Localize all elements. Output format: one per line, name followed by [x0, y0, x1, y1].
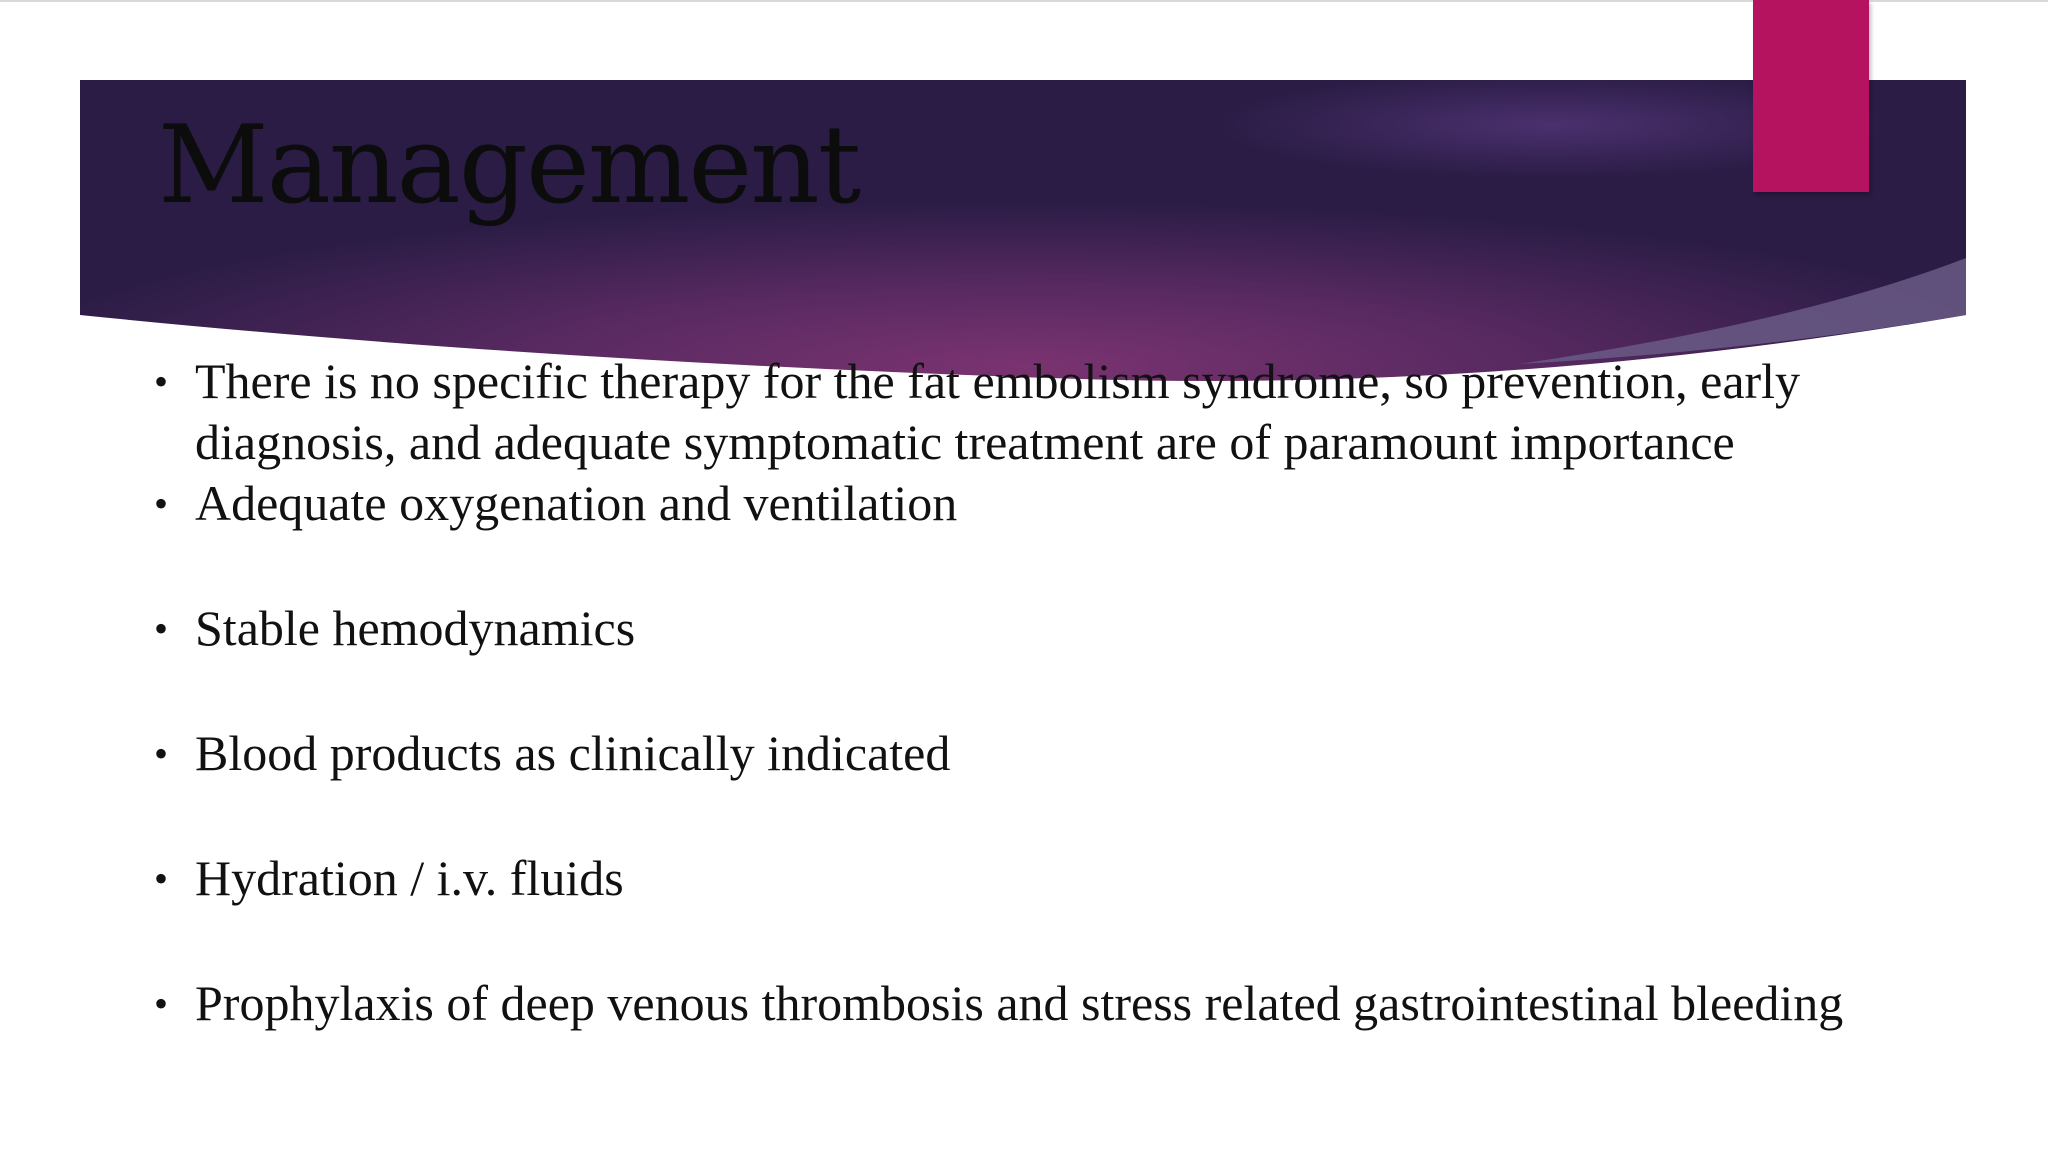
- bullet-marker: •: [154, 856, 169, 901]
- bullet-item: [150, 723, 1950, 784]
- bullet-text: There is no specific therapy for the fat embolism syndrome, so prevention, early diagnosis, and adequate symptomatic treatment are of paramount importance: [195, 353, 1801, 470]
- bullet-marker: •: [154, 731, 169, 776]
- bullet-text: Blood products as clinically indicated: [195, 725, 951, 781]
- bullet-list: [150, 351, 1950, 1034]
- bullet-item: [150, 848, 1950, 909]
- bullet-marker: •: [154, 481, 169, 526]
- bullet-item: [150, 473, 1950, 534]
- bullet-text: Prophylaxis of deep venous thrombosis and stress related gastrointestinal bleeding: [195, 975, 1844, 1031]
- bullet-marker: •: [154, 359, 169, 404]
- bullet-text: Adequate oxygenation and ventilation: [195, 475, 958, 531]
- bullet-item: [150, 598, 1950, 659]
- bullet-text: Stable hemodynamics: [195, 600, 636, 656]
- bullet-item: [150, 973, 1950, 1034]
- accent-tab: [1753, 0, 1869, 192]
- slide-title: Management: [158, 103, 860, 228]
- bullet-marker: •: [154, 606, 169, 651]
- bullet-item: [150, 351, 1950, 473]
- bullet-marker: •: [154, 981, 169, 1026]
- bullet-text: Hydration / i.v. fluids: [195, 850, 624, 906]
